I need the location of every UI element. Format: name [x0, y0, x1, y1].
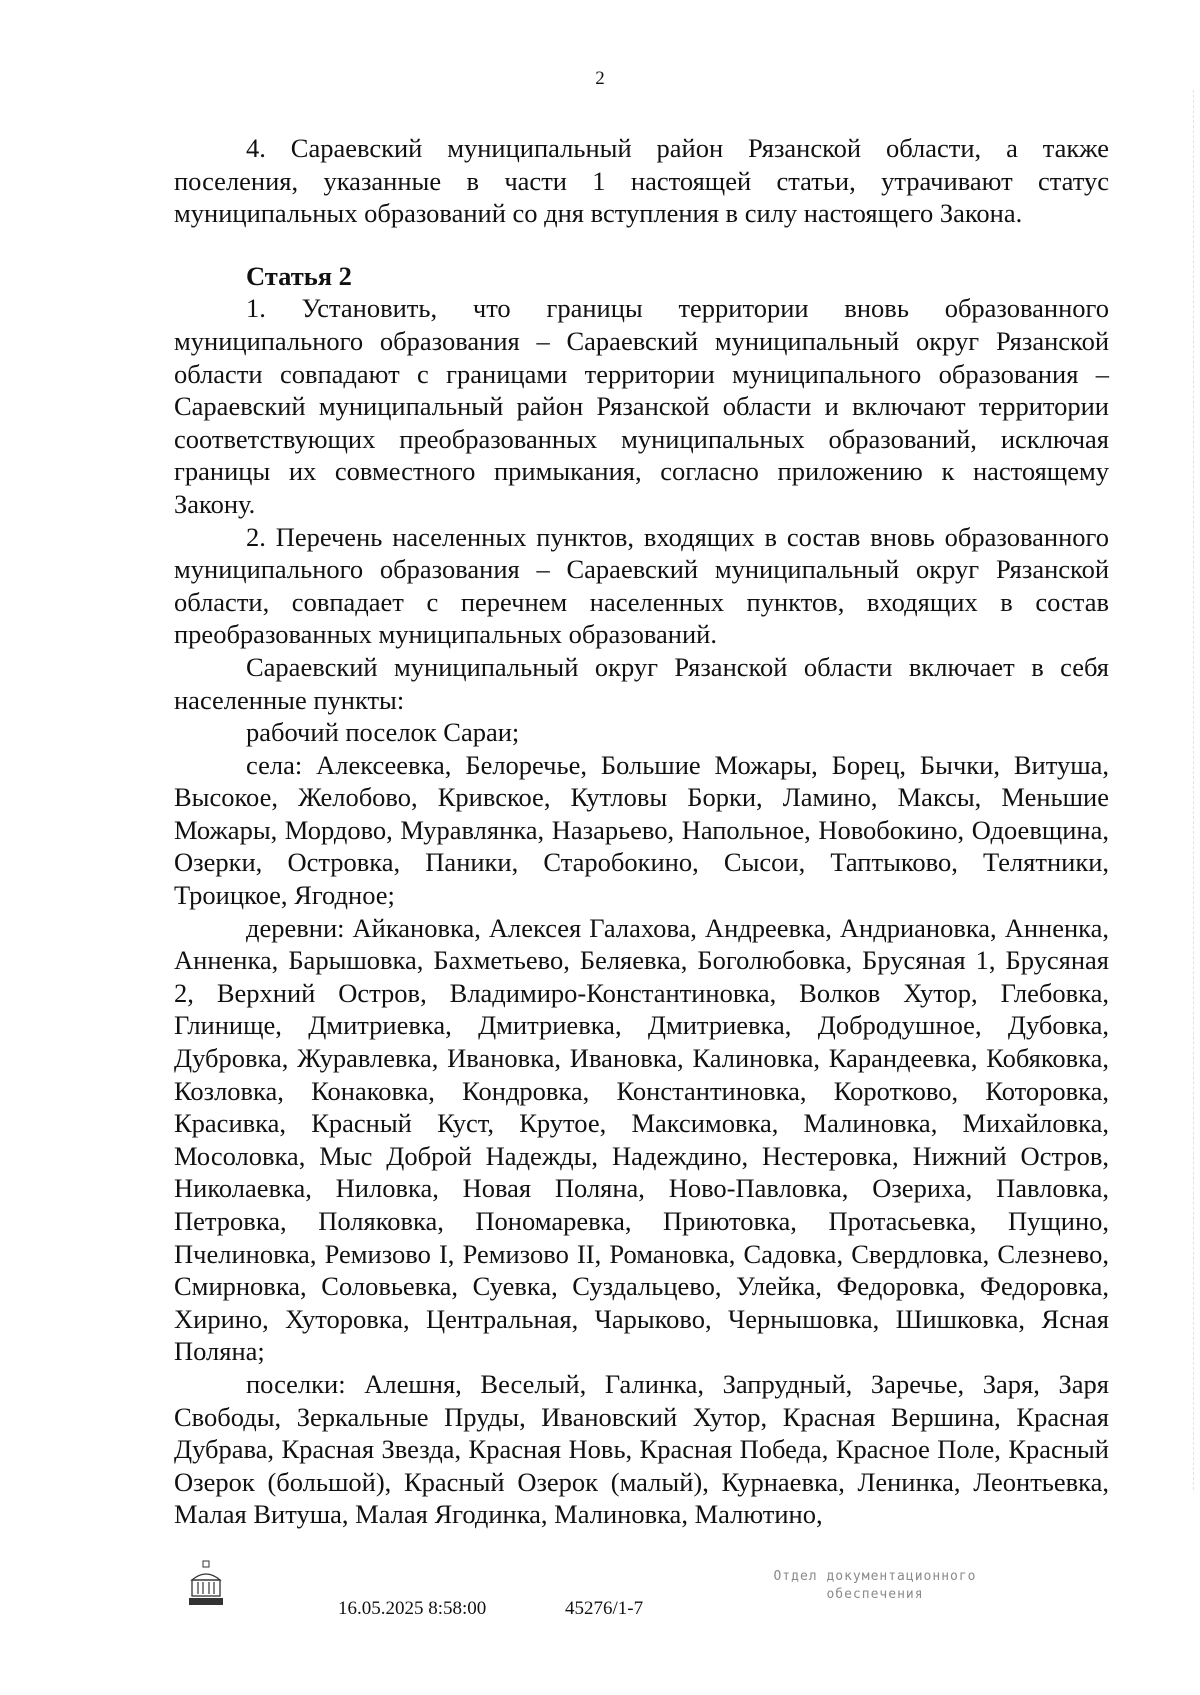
coat-of-arms-logo-icon: [186, 1560, 226, 1608]
page-number: 2: [595, 68, 605, 89]
footer-date: 16.05.2025 8:58:00: [338, 1598, 487, 1619]
document-body: [174, 132, 1109, 1531]
stamp-line-2: обеспечения: [826, 1587, 924, 1602]
scan-edge-artifact: [1193, 90, 1200, 1490]
paragraph-article1-part4: 4. Сараевский муниципальный район Рязанской области, а также поселения, указанные в части 1 настоящей статьи, утрачивают статус муниципальных образований со дня вступления в силу настоящего Закона.: [174, 133, 1109, 229]
stamp-line-1: Отдел документационного: [773, 1569, 977, 1584]
paragraph-villages-sela: села: Алексеевка, Белоречье, Большие Можары, Борец, Бычки, Витуша, Высокое, Желобово, Кривское, Кутловы Борки, Ламино, Максы, Меньшие Можары, Мордово, Муравлянка, Назарьево, Напольное, Новобокино, Одоевщина, Озерки, Островка, Паники, Старобокино, Сысои, Таптыково, Телятники, Троицкое, Ягодное;: [174, 749, 1109, 911]
footer-document-number: 45276/1-7: [565, 1598, 644, 1619]
paragraph-posyolki: поселки: Алешня, Веселый, Галинка, Запрудный, Заречье, Заря, Заря Свободы, Зеркальные Пруды, Ивановский Хутор, Красная Вершина, Красная Дубрава, Красная Звезда, Красная Новь, Красная Победа, Красное Поле, Красный Озерок (большой), Красный Озерок (малый), Курнаевка, Ленинка, Леонтьевка, Малая Витуша, Малая Ягодинка, Малиновка, Малютино,: [174, 1368, 1109, 1530]
paragraph-settlements-intro: Сараевский муниципальный округ Рязанской области включает в себя населенные пункты:: [174, 651, 1109, 715]
article-heading: Статья 2: [246, 260, 352, 291]
paragraph-villages-derevni: деревни: Айкановка, Алексея Галахова, Андреевка, Андриановка, Анненка, Анненка, Барышовка, Бахметьево, Беляевка, Боголюбовка, Брусяная 1, Брусяная 2, Верхний Остров, Владимиро-Константиновка, Волков Хутор, Глебовка, Глинище, Дмитриевка, Дмитриевка, Дмитриевка, Добродушное, Дубовка, Дубровка, Журавлевка, Ивановка, Ивановка, Калиновка, Карандеевка, Кобяковка, Козловка, Конаковка, Кондровка, Константиновка, Коротково, Которовка, Красивка, Красный Куст, Крутое, Максимовка, Малиновка, Михайловка, Мосоловка, Мыс Доброй Надежды, Надеждино, Нестеровка, Нижний Остров, Николаевка, Ниловка, Новая Поляна, Ново-Павловка, Озериха, Павловка, Петровка, Поляковка, Пономаревка, Приютовка, Протасьевка, Пущино, Пчелиновка, Ремизово I, Ремизово II, Романовка, Садовка, Свердловка, Слезнево, Смирновка, Соловьевка, Суевка, Суздальцево, Улейка, Федоровка, Федоровка, Хирино, Хуторовка, Центральная, Чарыково, Чернышовка, Шишковка, Ясная Поляна;: [174, 912, 1109, 1367]
department-stamp: [730, 1568, 1020, 1604]
paragraph-article2-part2: 2. Перечень населенных пунктов, входящих в состав вновь образованного муниципального образования – Сараевский муниципальный округ Рязанской области, совпадает с перечнем населенных пунктов, входящих в состав преобразованных муниципальных образований.: [174, 521, 1109, 650]
paragraph-article2-part1: 1. Установить, что границы территории вновь образованного муниципального образования – Сараевский муниципальный округ Рязанской области совпадают с границами территории муниципального образования – Сараевский муниципальный район Рязанской области и включают территории соответствующих преобразованных муниципальных образований, исключая границы их совместного примыкания, согласно приложению к настоящему Закону.: [174, 293, 1109, 519]
paragraph-work-settlement: рабочий поселок Сараи;: [246, 717, 520, 748]
